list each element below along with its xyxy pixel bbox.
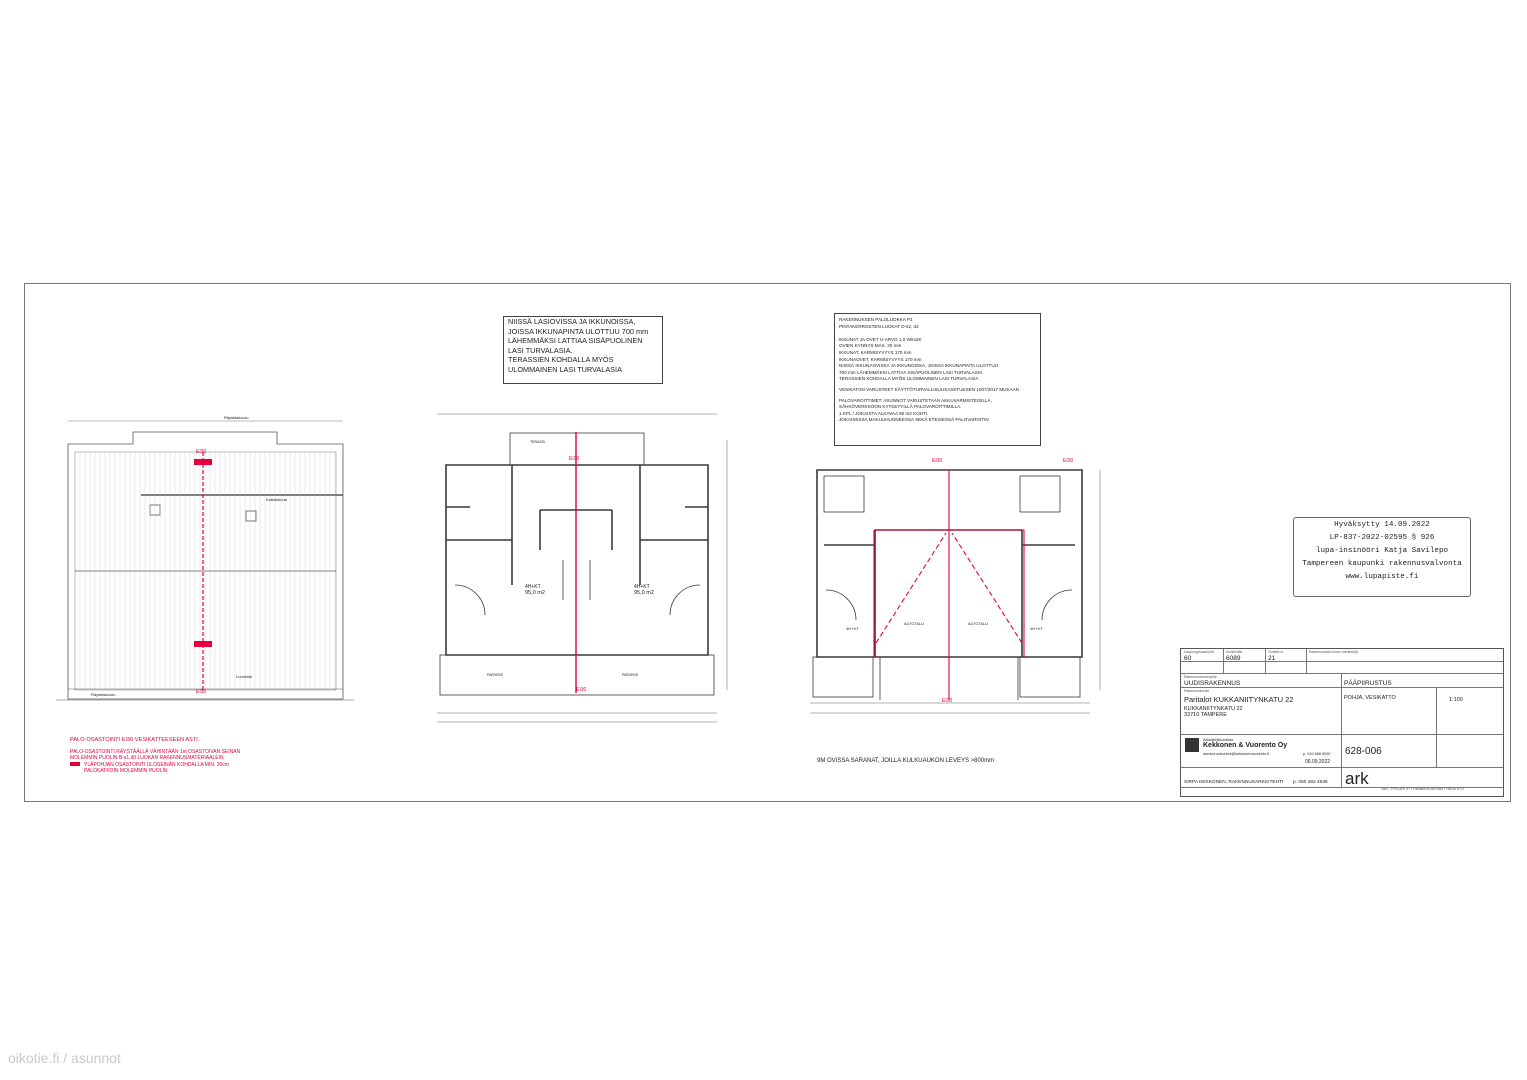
approval-line: LP-837-2022-02595 § 926 xyxy=(1329,534,1435,542)
terrace-label: TERASSI xyxy=(530,440,545,444)
tb-building-name: Paritalot KUKKANIITYNKATU 22 xyxy=(1184,695,1294,704)
note-line: ULOMMAINEN LASI TURVALASIA xyxy=(508,364,622,374)
tb-file-path: \\ar1 - PROJEKTIT \ Paritalot KUKKANIITYNKATU 22 xyxy=(1381,787,1465,791)
tb-block: 6089 xyxy=(1226,655,1241,662)
tb-scale: 1:100 xyxy=(1449,697,1463,703)
tb-date: 06.09.2022 xyxy=(1305,759,1331,765)
unit-area-right: 95,0 m2 xyxy=(634,590,654,596)
legend-line: YLÄPOHJAN OSASTOINTI ULOSEINÄN KOHDALLA MIN. 30cm xyxy=(84,761,229,768)
tb-drawing-content: POHJA, VESIKATTO xyxy=(1344,695,1396,701)
snow-guard-label: Lumieste xyxy=(236,674,253,679)
note-line: NIISSÄ LASIOVISSA JA IKKUNOISSA, xyxy=(508,317,636,326)
note-line: NIISSÄ IKKUNAOVISSA JA IKKUNOISSA, JOISSA IKKUNAPINTA ULOTTUU xyxy=(839,363,998,369)
gf-unit-type-right: 4H+KT xyxy=(1030,626,1043,631)
garage-label-right: AUTOTALLI xyxy=(968,622,989,626)
approval-stamp xyxy=(1293,517,1471,597)
gf-fire-mark-bottom: EI30 xyxy=(942,698,953,704)
note-line: JOISSA IKKUNAPINTA ULOTTUU 700 mm xyxy=(508,326,649,336)
upper-fire-mark-bottom: EI30 xyxy=(576,687,587,693)
unit-type-right: 4H+KT xyxy=(634,584,650,590)
fire-class-note xyxy=(834,313,1041,446)
glass-safety-note xyxy=(503,316,663,384)
legend-line: PALOKATKOIN MOLEMMIN PUOLIN xyxy=(84,768,168,775)
site-watermark: oikotie.fi / asunnot xyxy=(8,1050,121,1066)
tb-project-kind: UUDISRAKENNUS xyxy=(1184,680,1241,687)
tb-address: KUKKANIITYNKATU 22 xyxy=(1184,706,1243,712)
ground-floor-plan xyxy=(810,470,1100,713)
note-line: TERASSIEN KOHDALLA MYÖS ULOMMAINEN LASI TURVALASIA xyxy=(839,376,979,382)
roof-gutter-label: Räystäskouru xyxy=(224,415,249,420)
legend-line: PALO-OSASTOINTI RÄYSTÄÄLLÄ VÄHINTÄÄN 1m OSASTOIVAN SEINÄN xyxy=(70,748,241,755)
note-line: OVIEN KYNNYS MAX. 20 mm xyxy=(839,343,902,349)
title-block xyxy=(1180,648,1504,797)
porch-label-left: PARVEKE xyxy=(487,673,504,677)
garage-fire-lines xyxy=(874,470,1024,700)
tb-designer: SIRPA KEKKONEN, RAKENNUSARKKITEHTI xyxy=(1184,780,1284,785)
note-line: LÄHEMMÄKSI LATTIAA SISÄPUOLINEN xyxy=(508,336,643,346)
roof-fire-mark-top: EI30 xyxy=(196,449,207,455)
tb-discipline: ark xyxy=(1345,769,1369,788)
note-line: LASI TURVALASIA. xyxy=(508,345,573,355)
gf-unit-type-left: 4H+KT xyxy=(846,626,859,631)
tb-postal: 33710 TAMPERE xyxy=(1184,712,1227,718)
fire-legend xyxy=(70,737,240,775)
upper-fire-mark-top: EI30 xyxy=(569,456,580,462)
unit-type-left: 4H+KT xyxy=(525,584,541,590)
tb-building-label: Rakennuskohde xyxy=(1184,689,1210,693)
tb-district: 60 xyxy=(1184,655,1192,662)
note-line: IKKUNAT JA OVET U-ARVO 1,0 W/m2K xyxy=(839,336,922,342)
fire-bar-icon xyxy=(70,762,80,766)
approval-line: Tampereen kaupunki rakennusvalvonta xyxy=(1302,560,1462,568)
tb-plot-header: Tontti/rn:o xyxy=(1268,650,1284,654)
roof-fire-mark-bottom: EI30 xyxy=(196,689,207,695)
tb-authority-header: Rakennusvalvonnan merkintöjä xyxy=(1309,650,1358,654)
tb-block-header: Kortteli/tila xyxy=(1226,650,1243,654)
note-line: JOKAISESSA MAKUUHUONEESSA SEKÄ ETEISESSÄ PALOVAROITIN xyxy=(839,417,989,423)
tb-office-small: Arkkitehtitoimisto xyxy=(1203,737,1234,742)
approval-line: lupa-insinööri Katja Savilepo xyxy=(1315,547,1449,555)
roof-window-label: Kattoikkuna xyxy=(266,497,287,502)
tb-district-header: Kaupunginosa/kylä xyxy=(1184,650,1214,654)
note-line: RAKENNUKSEN PALOLUOKKA P3 xyxy=(839,317,913,322)
tb-drawing-kind: PÄÄPIIRUSTUS xyxy=(1344,680,1392,687)
tb-email: etunimi.sukunimi@kekkonenvuorento.fi xyxy=(1203,752,1270,756)
note-line: VESIKATON VARUSTEET KÄYTTÖTURVALLISUUSASETUKSEN 1007/2017 MUKAAN xyxy=(839,386,1019,392)
note-line: 1 KPL / JOKAISTA ALKAVAA 60 m2 KOHTI. xyxy=(839,410,929,416)
tb-phone: p. 010 666 9000 xyxy=(1303,752,1331,756)
tb-drawing-no: 628-006 xyxy=(1345,746,1382,757)
door-hinge-note: 9M OVISSA SARANAT, JOILLA KULKUAUKON LEVEYS >800mm xyxy=(817,758,995,764)
legend-line: MOLEMMIN PUOLIN B-s1,d0 LUOKAN RAKENNUSMATERIAALEIN xyxy=(70,755,224,762)
tb-project-kind-label: Rakennustoimenpide xyxy=(1184,675,1217,679)
note-line xyxy=(839,330,1036,337)
note-line: TERASSIEN KOHDALLA MYÖS xyxy=(508,355,614,365)
roof-gutter-label-bottom: Räystäskouru xyxy=(91,692,116,697)
garage-label-left: AUTOTALLI xyxy=(904,622,925,626)
note-line: PINTAKERROSTEN LUOKAT D-s2, d2 xyxy=(839,323,919,329)
upper-floor-plan xyxy=(437,414,727,722)
note-line: PALOVAROITTIMET: ASUNNOT VARUSTETAAN AKKUVARMISTEISILLA, xyxy=(839,397,992,403)
unit-area-left: 95,0 m2 xyxy=(525,590,545,596)
approval-line: Hyväksytty 14.09.2022 xyxy=(1334,521,1430,529)
gf-fire-mark-right: EI30 xyxy=(1063,458,1074,464)
office-logo-icon xyxy=(1185,738,1199,752)
tb-office: Kekkonen & Vuorento Oy xyxy=(1203,742,1288,749)
gf-fire-mark-top: EI30 xyxy=(932,458,943,464)
legend-title: PALO-OSASTOINTI EI30 VESIKATTEESEEN ASTI. xyxy=(70,737,200,743)
note-line: IKKUNAT, KARMISYVYYS 170 mm xyxy=(839,349,912,355)
note-line: 700 mm LÄHEMMÄKSI LATTIAA SISÄPUOLINEN LASI TURVALASIA. xyxy=(839,369,984,375)
note-line: IKKUNAOVET, KARMISYVYYS 170 mm xyxy=(839,356,922,362)
tb-designer-phone: p. 050 462 4636 xyxy=(1293,780,1328,785)
porch-label-right: PARVEKE xyxy=(622,673,639,677)
approval-line: www.lupapiste.fi xyxy=(1345,573,1419,581)
tb-plot: 21 xyxy=(1268,655,1276,662)
note-line: SÄHKÖVERKKOON KYTKETYILLÄ PALOVAROITTIMILLA. xyxy=(839,404,962,410)
